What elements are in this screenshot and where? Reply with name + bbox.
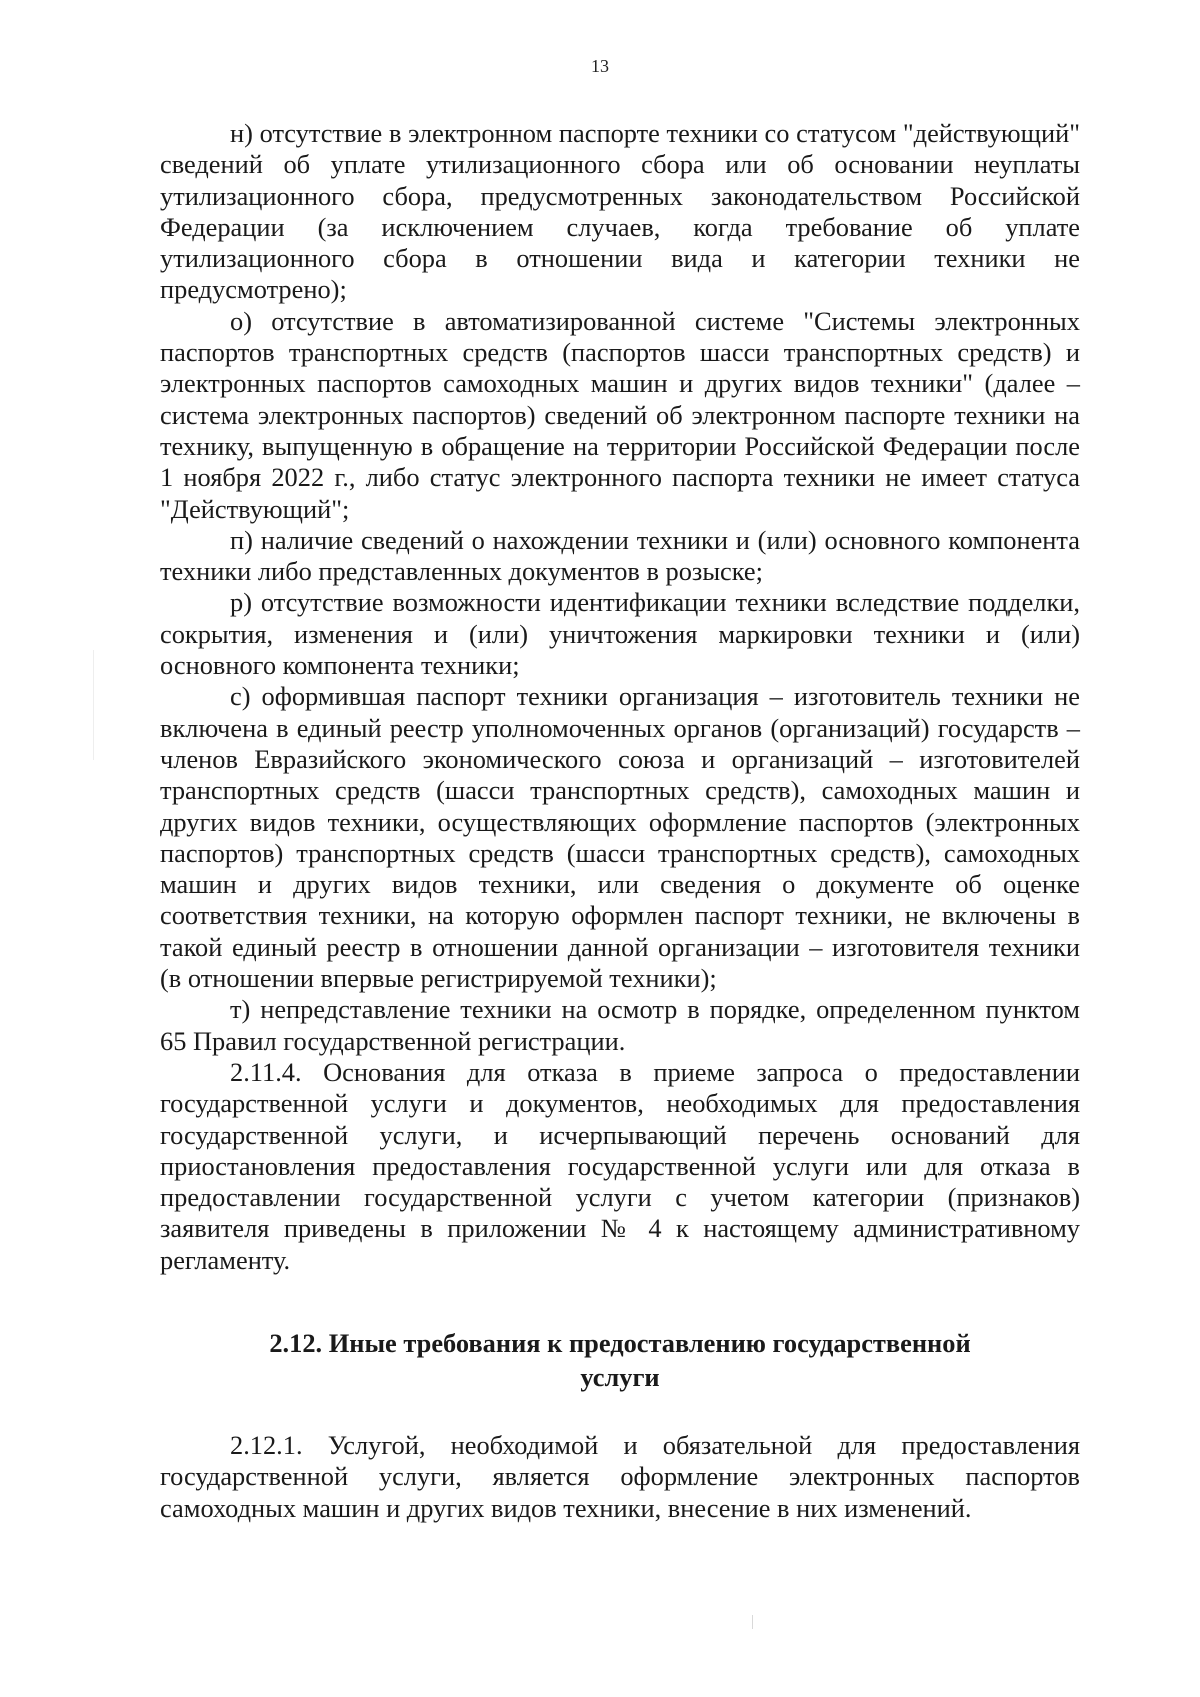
scan-artifact [752,1615,753,1629]
paragraph-2-12-1: 2.12.1. Услугой, необходимой и обязательной для предоставления государственной услуги, является оформление электронных паспортов самоходных машин и других видов техники, внесение в них изменений. [160,1429,1080,1523]
section-title-line-2: услуги [580,1361,660,1392]
paragraph-n: н) отсутствие в электронном паспорте техники со статусом "действующий" сведений об уплате утилизационного сбора или об основании неуплаты утилизационного сбора, предусмотренных законодательством Российской Федерации (за исключением случаев, когда требование об уплате утилизационного сбора в отношении вида и категории техники не предусмотрено); [160,118,1080,305]
paragraph-t: т) непредставление техники на осмотр в порядке, определенном пунктом 65 Правил государственной регистрации. [160,994,1080,1056]
section-title [160,1326,1080,1394]
paragraph-r: р) отсутствие возможности идентификации техники вследствие подделки, сокрытия, изменения и (или) уничтожения маркировки техники и (или) основного компонента техники; [160,587,1080,681]
document-body [160,118,1080,1524]
paragraph-o: о) отсутствие в автоматизированной системе "Системы электронных паспортов транспортных средств (паспортов шасси транспортных средств) и электронных паспортов самоходных машин и других видов техники" (далее – система электронных паспортов) сведений об электронном паспорте техники на технику, выпущенную в обращение на территории Российской Федерации после 1 ноября 2022 г., либо статус электронного паспорта техники не имеет статуса "Действующий"; [160,305,1080,524]
paragraph-p: п) наличие сведений о нахождении техники и (или) основного компонента техники либо представленных документов в розыске; [160,524,1080,587]
page-number: 13 [591,56,609,76]
paragraph-s: с) оформившая паспорт техники организация – изготовитель техники не включена в единый реестр уполномоченных органов (организаций) государств – членов Евразийского экономического союза и организаций – изготовителей транспортных средств (шасси транспортных средств), самоходных машин и других видов техники, осуществляющих оформление паспортов (электронных паспортов) транспортных средств (шасси транспортных средств), самоходных машин и других видов техники, или сведения о документе об оценке соответствия техники, на которую оформлен паспорт техники, не включены в такой единый реестр в отношении данной организации – изготовителя техники (в отношении впервые регистрируемой техники); [160,681,1080,994]
paragraph-2-11-4: 2.11.4. Основания для отказа в приеме запроса о предоставлении государственной услуги и документов, необходимых для предоставления государственной услуги, и исчерпывающий перечень оснований для приостановления предоставления государственной услуги или для отказа в предоставлении государственной услуги с учетом категории (признаков) заявителя приведены в приложении № 4 к настоящему административному регламенту. [160,1056,1080,1275]
scan-artifact [93,650,94,760]
section-title-line-1: 2.12. Иные требования к предоставлению государственной [269,1327,971,1358]
